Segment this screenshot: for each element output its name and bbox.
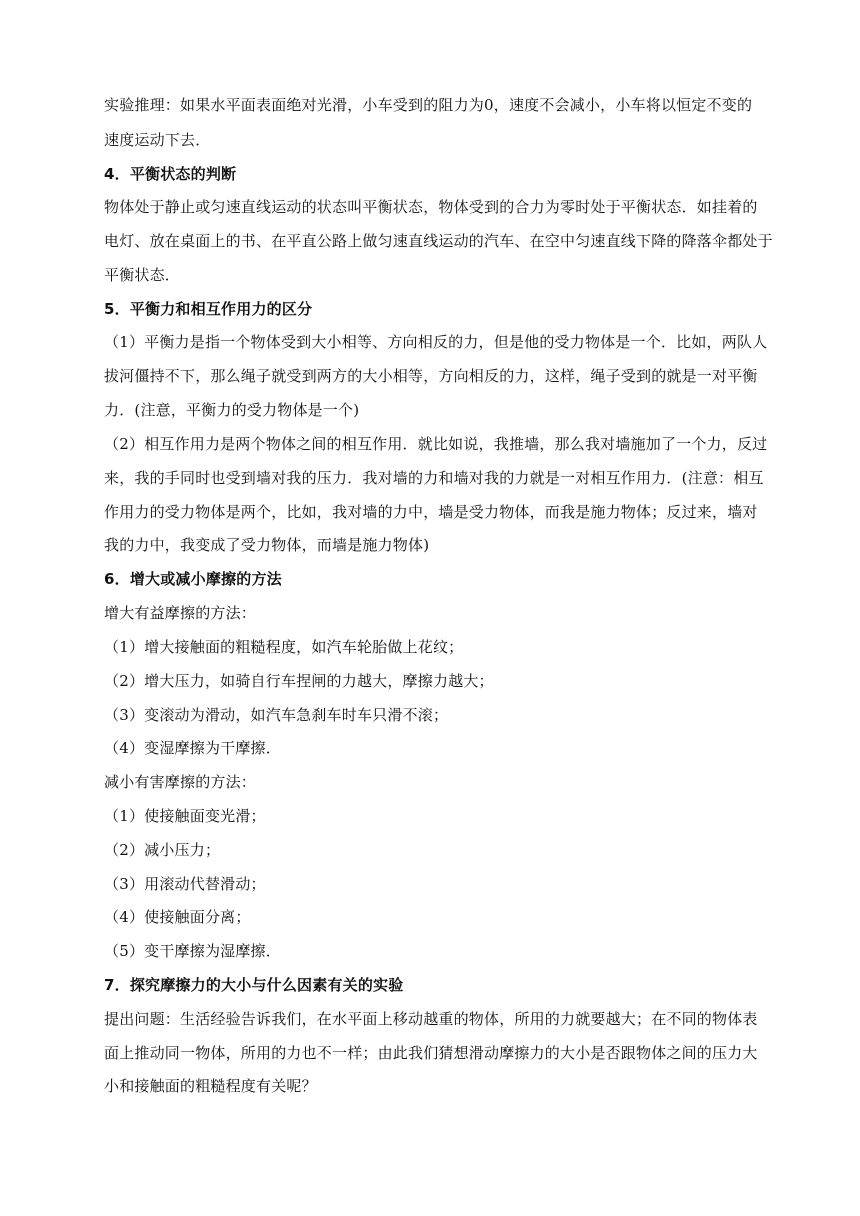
paragraph-line: 拔河僵持不下，那么绳子就受到两方的大小相等，方向相反的力，这样，绳子受到的就是一对平衡 — [104, 367, 758, 385]
section-heading: 5．平衡力和相互作用力的区分 — [104, 300, 313, 318]
paragraph-line: （2）减小压力； — [104, 841, 221, 859]
paragraph-line: （4）变湿摩擦为干摩擦． — [104, 739, 281, 757]
section-heading: 6．增大或减小摩擦的方法 — [104, 570, 282, 588]
paragraph-line: （1）平衡力是指一个物体受到大小相等、方向相反的力，但是他的受力物体是一个．比如，两队人 — [104, 333, 768, 351]
paragraph-line: （1）增大接触面的粗糙程度，如汽车轮胎做上花纹； — [104, 638, 464, 656]
paragraph-line: 来，我的手同时也受到墙对我的压力．我对墙的力和墙对我的力就是一对相互作用力．(注意：相互 — [104, 469, 764, 487]
paragraph-line: 物体处于静止或匀速直线运动的状态叫平衡状态，物体受到的合力为零时处于平衡状态．如挂着的 — [104, 198, 758, 216]
paragraph-line: 实验推理：如果水平面表面绝对光滑，小车受到的阻力为0，速度不会减小，小车将以恒定不变的 — [104, 96, 753, 114]
paragraph-line: 力．(注意，平衡力的受力物体是一个) — [104, 401, 360, 419]
paragraph-line: 平衡状态． — [104, 266, 181, 284]
paragraph-line: 提出问题：生活经验告诉我们，在水平面上移动越重的物体，所用的力就要越大；在不同的物体表 — [104, 1010, 758, 1028]
paragraph-line: 我的力中，我变成了受力物体，而墙是施力物体) — [104, 536, 430, 554]
paragraph-line: （2）增大压力，如骑自行车捏闸的力越大，摩擦力越大； — [104, 672, 494, 690]
paragraph-line: （4）使接触面分离； — [104, 908, 251, 926]
section-heading: 4．平衡状态的判断 — [104, 165, 237, 183]
paragraph-line: 作用力的受力物体是两个，比如，我对墙的力中，墙是受力物体，而我是施力物体；反过来，墙对 — [104, 503, 758, 521]
paragraph-line: （1）使接触面变光滑； — [104, 807, 266, 825]
paragraph-line: （5）变干摩擦为湿摩擦． — [104, 942, 281, 960]
section-heading: 7．探究摩擦力的大小与什么因素有关的实验 — [104, 976, 404, 994]
paragraph-line: 增大有益摩擦的方法： — [104, 604, 257, 622]
paragraph-line: （2）相互作用力是两个物体之间的相互作用．就比如说，我推墙，那么我对墙施加了一个力，反过 — [104, 435, 768, 453]
paragraph-line: 小和接触面的粗糙程度有关呢？ — [104, 1077, 317, 1095]
paragraph-line: 减小有害摩擦的方法： — [104, 773, 257, 791]
paragraph-line: 面上推动同一物体，所用的力也不一样；由此我们猜想滑动摩擦力的大小是否跟物体之间的压力大 — [104, 1044, 758, 1062]
paragraph-line: 电灯、放在桌面上的书、在平直公路上做匀速直线运动的汽车、在空中匀速直线下降的降落伞都处于 — [104, 232, 773, 250]
paragraph-line: （3）用滚动代替滑动； — [104, 875, 266, 893]
paragraph-line: （3）变滚动为滑动，如汽车急刹车时车只滑不滚； — [104, 706, 449, 724]
paragraph-line: 速度运动下去． — [104, 131, 211, 149]
